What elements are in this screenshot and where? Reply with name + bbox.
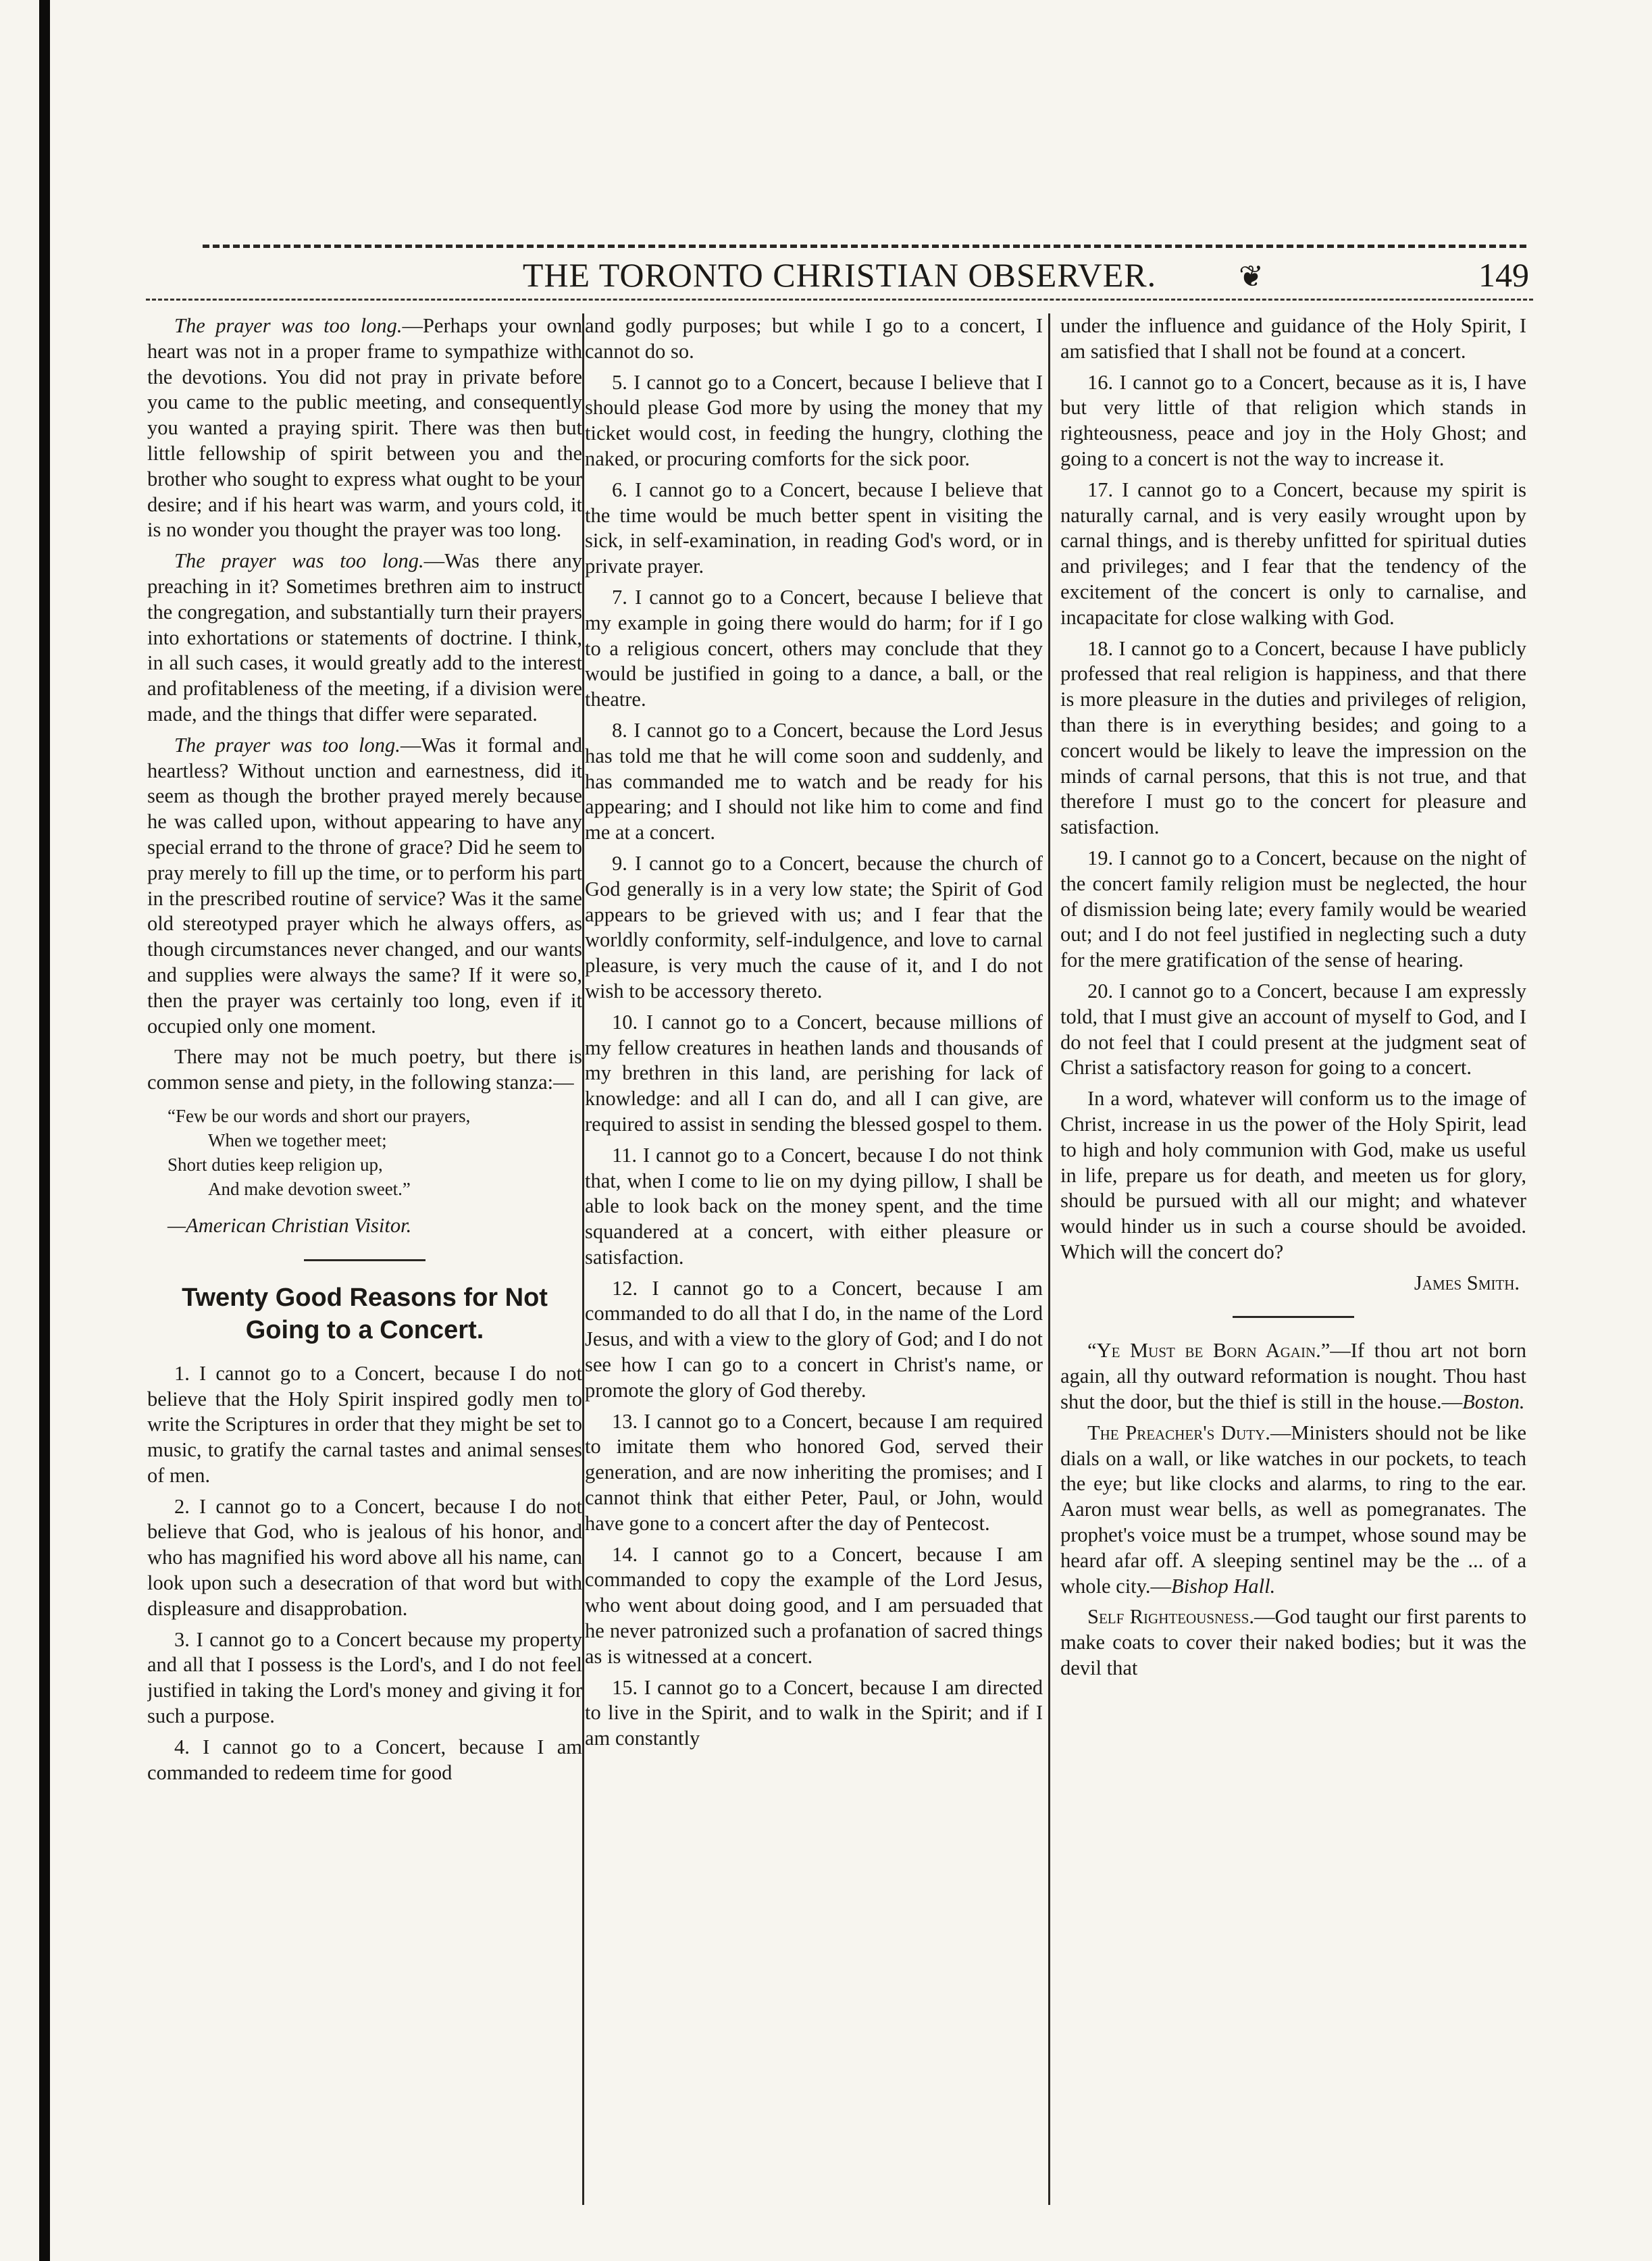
reason-item: 5. I cannot go to a Concert, because I believe that I should please God more by using the money that my ticket would cost, in feeding the hungry, clothing the naked, or procuring comforts for the sick poor.: [585, 370, 1043, 470]
source-attribution: —American Christian Visitor.: [167, 1213, 412, 1237]
conclusion-paragraph: In a word, whatever will conform us to the image of Christ, increase in us the power of the Holy Spirit, lead to high and holy communion with God, make us useful in life, prepare us for death, and meeten us for glory, should be pursued with all our might; and whatever would hinder us in such a course should be avoided. Which will the concert do?: [1060, 1087, 1526, 1263]
column-divider: [582, 313, 584, 2205]
article-title: Twenty Good Reasons for Not Going to a Concert.: [182, 1283, 548, 1344]
top-ornamental-rule: [203, 245, 1526, 248]
paragraph: The prayer was too long.—Was there any preaching in it? Sometimes brethren aim to instruct the congregation, and substantially turn their prayers into exhortations or statements of doctrine. I think, in all such cases, it would greatly add to the interest and profitableness of the meeting, if a division were made, and the things that differ were separated.: [147, 549, 582, 726]
column-1: [147, 313, 582, 2232]
reason-item: 20. I cannot go to a Concert, because I am expressly told, that I must give an account of myself to God, and I do not feel that I could present at the judgment seat of Christ a satisfactory reason for going to a concert.: [1060, 979, 1526, 1079]
paragraph: The prayer was too long.—Was it formal and heartless? Without unction and earnestness, did it seem as though the brother prayed merely because he was called upon, without appearing to have any special errand to the throne of grace? Did he seem to pray merely to fill up the time, or to perform his part in the prescribed routine of service? Was it the same old stereotyped prayer which he always offers, as though circumstances never changed, and our wants and supplies were always the same? If it were so, then the prayer was certainly too long, even if it occupied only one moment.: [147, 733, 582, 1038]
reason-item: 18. I cannot go to a Concert, because I have publicly professed that real religion is happiness, and that there is more pleasure in the duties and privileges of religion, than there is in everything besides; and going to a concert would be likely to leave the impression on the minds of carnal persons, that this is not true, and that therefore I must go to the concert for pleasure and satisfaction.: [1060, 636, 1526, 839]
reason-continuation: under the influence and guidance of the Holy Spirit, I am satisfied that I shall not be found at a concert.: [1060, 314, 1526, 363]
reason-item: 8. I cannot go to a Concert, because the Lord Jesus has told me that he will come soon and suddenly, and has commanded me to watch and be ready for his appearing; and I should not like him to come and find me at a concert.: [585, 718, 1043, 844]
reason-continuation: and godly purposes; but while I go to a concert, I cannot do so.: [585, 314, 1043, 363]
verse-line: Short duties keep religion up,: [167, 1154, 383, 1175]
header-rule: [146, 299, 1533, 301]
reason-item: 12. I cannot go to a Concert, because I am commanded to do all that I do, in the name of the Lord Jesus, and with a view to the glory of God; and I do not see how I can go to a concert in Christ's name, or promote the glory of God thereby.: [585, 1276, 1043, 1402]
verse-line: When we together meet;: [208, 1129, 387, 1150]
reason-item: 9. I cannot go to a Concert, because the church of God generally is in a very low state; the Spirit of God appears to be grieved with us; and I fear that the worldly conformity, self-indulgence, and love to carnal pleasure, is very much the cause of it, and I do not wish to be accessory thereto.: [585, 851, 1043, 1002]
paragraph: Self Righteousness.—God taught our first parents to make coats to cover their naked bodies; but it was the devil that: [1060, 1605, 1526, 1680]
reason-item: 10. I cannot go to a Concert, because millions of my fellow creatures in heathen lands and thousands of my brethren in this land, are perishing for lack of knowledge: and all I can do, and all I can give, are required to assist in sending the blessed gospel to them.: [585, 1010, 1043, 1136]
section-separator: [304, 1259, 425, 1261]
paragraph: “Ye Must be Born Again.”—If thou art not born again, all thy outward reformation is nought. Thou hast shut the door, but the thief is still in the house.—Boston.: [1060, 1339, 1526, 1414]
reason-item: 13. I cannot go to a Concert, because I am required to imitate them who honored God, served their generation, and are now inheriting the promises; and I cannot think that either Peter, Paul, or John, would have gone to a concert after the day of Pentecost.: [585, 1409, 1043, 1535]
paragraph: There may not be much poetry, but there is common sense and piety, in the following stanza:—: [147, 1045, 582, 1094]
reason-item: 11. I cannot go to a Concert, because I do not think that, when I come to lie on my dying pillow, I shall be able to look back on the money spent, and the time squandered at a concert, with either pleasure or satisfaction.: [585, 1143, 1043, 1269]
verse-line: “Few be our words and short our prayers,: [167, 1105, 471, 1126]
reason-item: 14. I cannot go to a Concert, because I am commanded to copy the example of the Lord Jesus, who went about doing good, and I am persuaded that he never patronized such a profanation of sacred things as is witnessed at a concert.: [585, 1542, 1043, 1668]
column-3: [1060, 313, 1526, 2232]
reason-item: 3. I cannot go to a Concert because my property and all that I possess is the Lord's, and I do not feel justified in taking the Lord's money and giving it for such a purpose.: [147, 1627, 582, 1728]
reason-item: 15. I cannot go to a Concert, because I am directed to live in the Spirit, and to walk in the Spirit; and if I am constantly: [585, 1675, 1043, 1750]
column-2: [585, 313, 1043, 2232]
running-header: [146, 255, 1533, 297]
verse-line: And make devotion sweet.”: [208, 1178, 411, 1199]
verse-stanza: [167, 1104, 582, 1201]
reason-item: 1. I cannot go to a Concert, because I do not believe that the Holy Spirit inspired godly men to write the Scriptures in order that they might be set to music, to gratify the carnal tastes and animal senses of men.: [147, 1361, 582, 1487]
reason-item: 17. I cannot go to a Concert, because my spirit is naturally carnal, and is very easily wrought upon by carnal things, and is thereby unfitted for spiritual duties and privileges; and I fear that the tendency of the excitement of the concert is only to carnalise, and incapacitate for close walking with God.: [1060, 478, 1526, 629]
reason-item: 19. I cannot go to a Concert, because on the night of the concert family religion must be neglected, the hour of dismission being late; every family would be wearied out; and I do not feel justified in neglecting such a duty for the mere gratification of the sense of hearing.: [1060, 846, 1526, 972]
author-signature: James Smith.: [1414, 1271, 1520, 1294]
paragraph: The prayer was too long.—Perhaps your own heart was not in a proper frame to sympathize with the devotions. You did not pray in private before you came to the public meeting, and consequently you wanted a praying spirit. There was then but little fellowship of spirit between you and the brother who sought to express what ought to be your desire; and if his heart was warm, and yours cold, it is no wonder you thought the prayer was too long.: [147, 314, 582, 542]
ornament-icon: ❦: [1239, 260, 1264, 293]
reason-item: 4. I cannot go to a Concert, because I am commanded to redeem time for good: [147, 1735, 582, 1784]
paragraph: The Preacher's Duty.—Ministers should not be like dials on a wall, or like watches in our pockets, to teach the eye; but like clocks and alarms, to ring to the ear. Aaron must wear bells, as well as pomegranates. The prophet's voice must be a trumpet, whose sound may be heard afar off. A sleeping sentinel may be the ... of a whole city.—Bishop Hall.: [1060, 1421, 1526, 1598]
reason-item: 16. I cannot go to a Concert, because as it is, I have but very little of that religion which stands in righteousness, peace and joy in the Holy Ghost; and going to a concert is not the way to increase it.: [1060, 370, 1526, 470]
page-number: 149: [1478, 256, 1529, 294]
column-divider: [1048, 313, 1050, 2205]
reason-item: 6. I cannot go to a Concert, because I believe that the time would be much better spent in visiting the sick, in self-examination, in reading God's word, or in private prayer.: [585, 478, 1043, 578]
reason-item: 2. I cannot go to a Concert, because I do not believe that God, who is jealous of his honor, and who has magnified his word above all his name, can look upon such a desecration of that word but with displeasure and disapprobation.: [147, 1494, 582, 1620]
newspaper-title: THE TORONTO CHRISTIAN OBSERVER.: [522, 256, 1157, 294]
reason-item: 7. I cannot go to a Concert, because I believe that my example in going there would do harm; for if I go to a religious concert, others may conclude that they would be justified in going to a dance, a ball, or the theatre.: [585, 585, 1043, 711]
binding-edge: [39, 0, 50, 2261]
section-separator: [1233, 1316, 1354, 1318]
